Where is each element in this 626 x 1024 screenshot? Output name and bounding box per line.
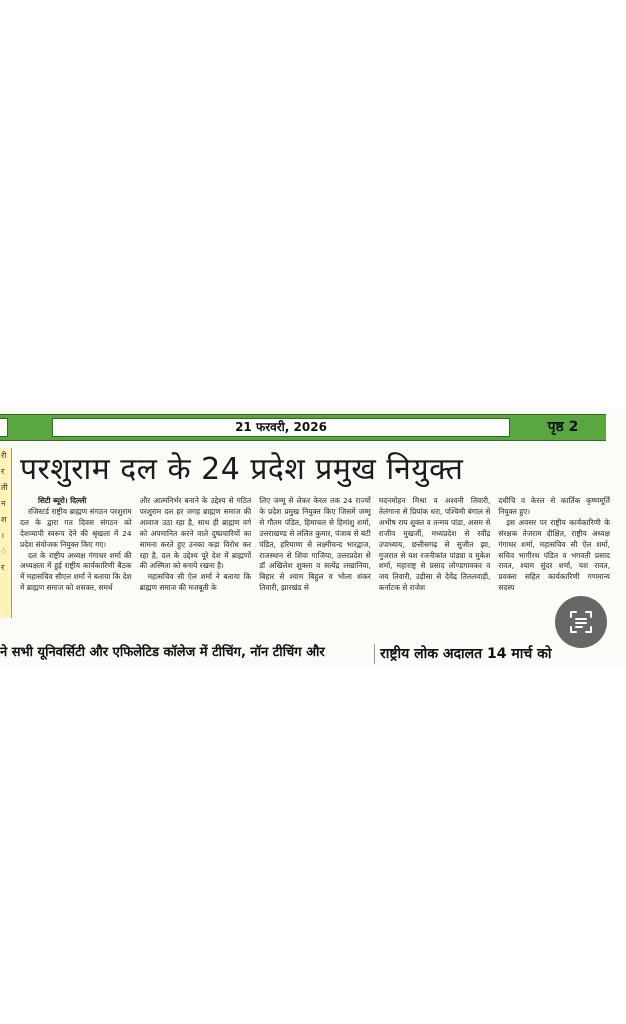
article-column-4 bbox=[379, 496, 491, 642]
left-neighbor-column bbox=[0, 448, 12, 618]
left-fragment: ं bbox=[1, 547, 6, 556]
page-number: पृष्ठ 2 bbox=[547, 419, 579, 435]
paragraph: इस अवसर पर राष्ट्रीय कार्यकारिणी के संरक्षक तेजराम दीक्षित, राष्ट्रीय अध्यक्ष गंगाधर शर्मा, महासचिव सी ऐल शर्मा, सचिव भागीरथ पंडित व भगवती प्रसाद रावत, श्याम सुंदर शर्मा, यश रावत, प्रवक्ता सहित कार्यकारिणी गणमान्य सदस्य bbox=[498, 517, 610, 593]
paragraph: दधीचि व केरल से कार्तिक कृष्णमूर्ति नियुक्त हुए। bbox=[498, 496, 610, 516]
article-headline: परशुराम दल के 24 प्रदेश प्रमुख नियुक्त bbox=[20, 452, 464, 487]
paragraph: महासचिव सी ऐल शर्मा ने बताया कि ब्राह्मण समाज की मजबूती के bbox=[139, 572, 252, 593]
left-fragment: । bbox=[1, 531, 5, 540]
page-header-bar bbox=[0, 414, 606, 441]
text-scan-button[interactable] bbox=[555, 596, 607, 648]
next-headline-left: ने सभी यूनिवर्सिटी और एफिलेटिड कॉलेज में टीचिंग, नॉन टीचिंग और bbox=[0, 645, 325, 660]
next-articles-strip bbox=[0, 642, 626, 666]
paragraph: और आत्मनिर्भर बनाने के उद्देश्य से गठित परशुराम दल हर जगह ब्राह्मण समाज की आवाज उठा रहा है, साथ ही ब्राह्मण वर्ग को अपमानित करने वाले दुष्प्रचारियों का सामना करते हुए उनका कड़ा विरोध कर रहा है, दल के उद्देश्य पूरे देश में ब्राह्मणों की अस्मिता को बनाये रखना है। bbox=[139, 496, 252, 571]
left-fragment: ती bbox=[1, 483, 8, 492]
paragraph: रजिस्टर्ड राष्ट्रीय ब्राह्मण संगठन परशुराम दल के द्वारा गत दिवस संगठन को देशव्यापी स्वरूप देने की श्रृंखला में 24 प्रदेश संयोजक नियुक्त किए गए। bbox=[20, 506, 132, 549]
newspaper-clipping bbox=[0, 408, 626, 666]
left-fragment: न bbox=[1, 499, 6, 508]
paragraph: मदनमोहन मिश्रा व अश्वनी तिवारी, तेलंगाना से प्रियांक धरा, पश्चिमी बंगाल से अभीष राय शुक्ल व तन्मय पांडा, असम से राजीव मुखर्जी, मध्यप्रदेश से रवींद्र उपाध्याय, छत्तीसगढ़ से सुजीत झा, गुजरात से यश रजनीकांत पांड्या व मुकेश शर्मा, महाराष्ट्र से प्रसाद लोण्डगावकर व जय तिवारी, उड़ीसा से देवेंद्र तितलवाड़ी, कर्नाटक से राजेश bbox=[378, 496, 491, 593]
article-byline: सिटी ब्यूरो। दिल्ली bbox=[38, 496, 87, 505]
paragraph: लिए जम्मू से लेकर केरल तक 24 राज्यों के प्रदेश प्रमुख नियुक्त किए जिसमें जम्मू से गौतम पंडित, हिमाचल से हिमांशु शर्मा, उत्तराखण्ड से ललित कुमार, पंजाब से बंटी पंडित, हरियाणा से लक्ष्मीचन्द भारद्वाज, राजस्थान से शिवा गाजिया, उत्तरप्रदेश से डॉ अखिलेश शुक्ला व सत्येंद्र लखानिया, बिहार से श्याम बिहुल व भोला शंकर तिवारी, झारखंड से bbox=[259, 496, 371, 593]
left-fragment: र bbox=[1, 563, 5, 572]
text-scan-icon bbox=[568, 609, 594, 635]
article-column-3 bbox=[259, 496, 371, 642]
next-headline-right: राष्ट्रीय लोक अदालत 14 मार्च को bbox=[380, 646, 552, 662]
column-divider bbox=[374, 644, 375, 664]
header-left-stub bbox=[0, 418, 8, 437]
article-column-1 bbox=[20, 496, 132, 642]
issue-date: 21 फरवरी, 2026 bbox=[52, 418, 510, 437]
article-body bbox=[20, 496, 610, 642]
left-fragment: श bbox=[1, 515, 7, 524]
paragraph: दल के राष्ट्रीय अध्यक्ष गंगाधर शर्मा की अध्यक्षता में हुई राष्ट्रीय कार्यकारिणी बैठक में महासचिव सीएल शर्मा ने बताया कि देश में ब्राह्मण समाज को शसक्त, समर्थ bbox=[20, 550, 132, 593]
article-column-2 bbox=[140, 496, 252, 642]
left-fragment: र bbox=[1, 467, 5, 476]
left-fragment: री bbox=[1, 451, 7, 460]
